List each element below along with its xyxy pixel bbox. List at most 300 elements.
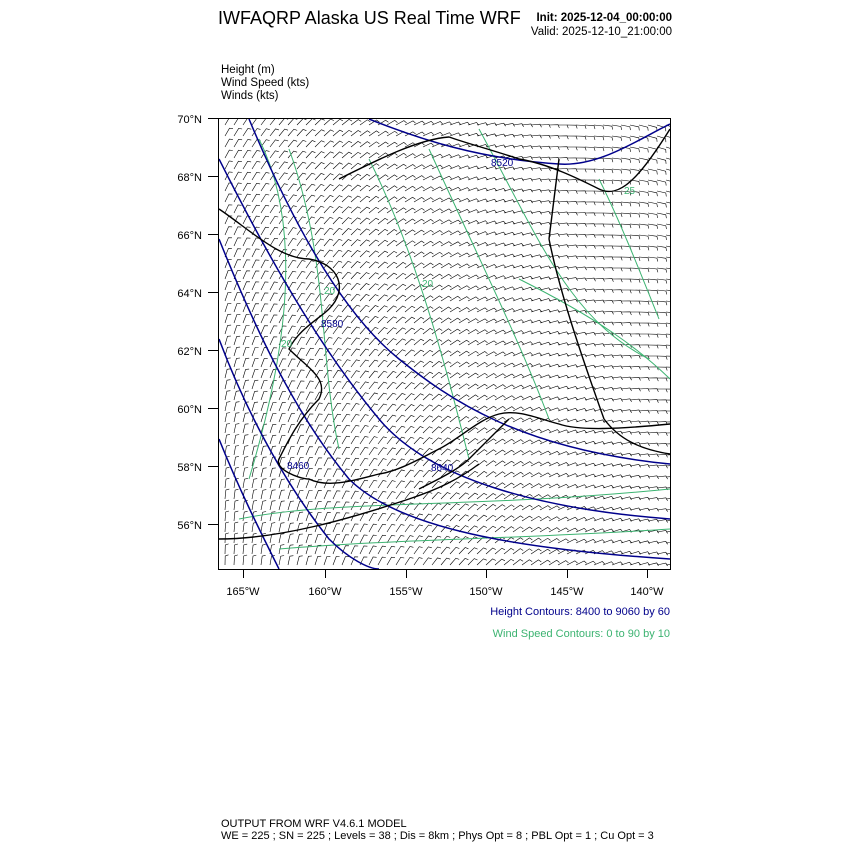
- wind-barb: [270, 326, 277, 334]
- wind-barb: [450, 373, 460, 378]
- wind-barb: [288, 501, 294, 510]
- wind-barb: [351, 360, 360, 367]
- wind-barb: [513, 472, 523, 477]
- wind-barb: [477, 188, 488, 191]
- wind-barb: [594, 485, 605, 488]
- wind-barb: [261, 260, 269, 268]
- wind-barb: [351, 524, 358, 532]
- wind-barb: [414, 328, 424, 334]
- wind-barb: [414, 405, 424, 411]
- wind-barb: [477, 373, 488, 378]
- wind-barb: [414, 317, 424, 323]
- wind-barb: [513, 320, 524, 323]
- wind-barb: [297, 348, 305, 356]
- wind-barb: [315, 469, 322, 477]
- wind-barb: [351, 535, 358, 543]
- wind-barb: [378, 142, 388, 147]
- wind-barb: [504, 254, 515, 257]
- wind-barb: [405, 306, 415, 312]
- wind-barb: [225, 205, 232, 213]
- wind-label-3: 20: [324, 286, 336, 297]
- wind-barb: [288, 184, 297, 191]
- wind-barb: [423, 361, 433, 367]
- wind-barb: [306, 162, 315, 169]
- wind-barb: [297, 261, 305, 269]
- wind-barb: [405, 339, 415, 345]
- wind-barb: [459, 264, 470, 268]
- wind-barb: [243, 172, 251, 180]
- wind-barb: [486, 559, 496, 565]
- wind-barb: [450, 482, 460, 488]
- wind-barb: [288, 260, 296, 268]
- wind-barb: [504, 483, 514, 488]
- wind-contour-legend: Wind Speed Contours: 0 to 90 by 10: [492, 628, 670, 640]
- wind-barb: [360, 218, 370, 224]
- wind-barb: [333, 250, 342, 257]
- wind-barb: [540, 560, 550, 565]
- wind-barb: [288, 228, 297, 235]
- wind-barb: [387, 514, 395, 522]
- wind-barb: [387, 415, 396, 422]
- wind-barb: [468, 199, 479, 202]
- wind-barb: [558, 528, 569, 532]
- wind-barb: [252, 183, 260, 191]
- wind-barb: [468, 548, 478, 554]
- wind-barb: [414, 394, 424, 400]
- wind-barb: [351, 283, 360, 290]
- wind-barb: [387, 339, 397, 345]
- wind-barb: [369, 284, 379, 290]
- lat-tick: [208, 466, 218, 467]
- wind-barb: [468, 559, 478, 565]
- wind-barb: [450, 340, 460, 345]
- wind-barb: [477, 308, 488, 312]
- wind-barb: [387, 404, 396, 411]
- wind-barb: [594, 529, 605, 532]
- wind-barb: [333, 392, 341, 400]
- wind-barb: [297, 556, 303, 565]
- wind-barb: [486, 526, 496, 532]
- wind-barb: [315, 414, 323, 422]
- wind-barb: [252, 490, 257, 500]
- wind-barb: [441, 547, 450, 554]
- wind-barb: [540, 549, 550, 554]
- wind-barb: [468, 537, 478, 543]
- wind-barb: [648, 191, 657, 196]
- wind-barb: [486, 221, 497, 224]
- wind-barb: [657, 235, 667, 240]
- wind-barb: [486, 232, 497, 235]
- wind-barb: [423, 187, 434, 191]
- wind-barb: [342, 283, 351, 290]
- wind-barb: [234, 314, 240, 323]
- wind-barb: [513, 440, 524, 444]
- wind-barb: [666, 180, 670, 186]
- wind-barb: [288, 370, 295, 378]
- wind-barb: [531, 331, 542, 334]
- wind-barb: [342, 207, 352, 213]
- wind-barb: [657, 257, 667, 262]
- wind-barb: [576, 463, 587, 466]
- wind-barb: [639, 202, 649, 207]
- wind-label-1: 20: [422, 279, 434, 290]
- wind-barb: [396, 448, 405, 455]
- wind-barb: [234, 128, 242, 136]
- wind-barb: [405, 197, 415, 202]
- wind-barb: [639, 235, 649, 239]
- wind-barb: [369, 185, 379, 191]
- wind-barb: [396, 339, 406, 345]
- wind-barb: [315, 534, 321, 543]
- wind-barb: [495, 450, 505, 455]
- wind-barb: [423, 514, 432, 521]
- wind-barb: [405, 350, 415, 356]
- wind-barb: [630, 224, 640, 228]
- wind-barb: [396, 317, 406, 323]
- wind-barb: [243, 478, 248, 488]
- wind-barb: [369, 349, 378, 356]
- wind-barb: [279, 512, 285, 521]
- wind-barb: [225, 511, 229, 521]
- wind-barb: [333, 196, 343, 202]
- wind-barb: [369, 251, 379, 257]
- wind-barb: [225, 380, 231, 389]
- wind-barb: [225, 281, 232, 290]
- wind-barb: [387, 175, 397, 180]
- wind-barb: [261, 227, 269, 235]
- wind-barb: [423, 219, 434, 224]
- wind-barb: [324, 217, 333, 224]
- wind-barb: [297, 272, 305, 280]
- wind-barb: [387, 306, 397, 312]
- wind-barb: [315, 447, 322, 455]
- wind-barb: [252, 304, 259, 312]
- wind-barb: [324, 513, 331, 521]
- wind-barb: [351, 141, 361, 147]
- wind-barb: [396, 503, 405, 510]
- wind-barb: [324, 414, 332, 422]
- wind-barb: [396, 121, 407, 125]
- wind-barb: [648, 136, 657, 142]
- wind-barb: [396, 262, 406, 268]
- wind-barb: [387, 142, 397, 147]
- height-label-4: 8640: [431, 463, 454, 474]
- wind-barb: [414, 165, 425, 169]
- wind-barb: [369, 240, 379, 246]
- wind-barb: [243, 347, 249, 356]
- wind-barb: [504, 243, 515, 246]
- wind-barb: [585, 125, 595, 129]
- height-label-1: 8520: [491, 158, 514, 169]
- wind-barb: [639, 213, 649, 218]
- wind-barb: [414, 416, 424, 422]
- wind-barb: [459, 558, 468, 565]
- wind-barb: [585, 147, 595, 151]
- wind-barb: [351, 196, 361, 202]
- wind-barb: [603, 180, 613, 184]
- wind-barb: [378, 175, 388, 180]
- wind-barb: [648, 213, 658, 218]
- wind-barb: [405, 415, 414, 422]
- wind-barb: [387, 295, 397, 301]
- wind-barb: [423, 328, 433, 334]
- wind-barb: [450, 547, 459, 554]
- wind-barb: [297, 337, 305, 345]
- wind-barb: [612, 235, 622, 239]
- wind-barb: [243, 413, 249, 422]
- wind-barb: [504, 472, 514, 477]
- lat-tick: [208, 292, 218, 293]
- wind-barb: [378, 131, 388, 136]
- wind-barb: [225, 478, 229, 488]
- wind-barb: [567, 561, 578, 565]
- wind-barb: [351, 218, 361, 224]
- wind-barb: [225, 369, 231, 378]
- wind-barb: [252, 194, 260, 202]
- wind-barb: [378, 295, 388, 301]
- wind-barb: [405, 219, 415, 224]
- wind-barb: [468, 308, 479, 312]
- wind-barb: [225, 522, 229, 532]
- wind-barb: [531, 473, 542, 477]
- wind-barb: [504, 418, 515, 423]
- wind-barb: [270, 238, 278, 246]
- wind-barb: [666, 169, 670, 175]
- wind-barb: [234, 139, 242, 147]
- wind-barb: [414, 154, 425, 158]
- wind-barb: [342, 393, 350, 401]
- wind-barb: [657, 323, 667, 327]
- lon-tick: [406, 570, 407, 578]
- wind-barb: [225, 161, 233, 169]
- wind-barb: [468, 395, 478, 400]
- wind-barb: [342, 524, 349, 532]
- wind-barb: [594, 507, 605, 510]
- wind-barb: [414, 241, 424, 246]
- wind-barb: [423, 263, 433, 268]
- wind-barb: [306, 436, 313, 444]
- wind-barb: [279, 173, 288, 180]
- wind-barb: [504, 428, 515, 433]
- wind-barb: [261, 293, 268, 301]
- wind-barb: [297, 425, 304, 433]
- wind-barb: [342, 414, 350, 422]
- wind-barb: [549, 549, 560, 554]
- wind-barb: [270, 151, 279, 158]
- wind-barb: [324, 130, 334, 136]
- wind-barb: [261, 194, 269, 202]
- wind-barb: [252, 260, 259, 268]
- wind-barb: [396, 492, 405, 499]
- wind-barb: [306, 195, 315, 202]
- wind-barb: [288, 129, 297, 136]
- wind-barb: [612, 125, 622, 130]
- wind-barb: [342, 196, 352, 202]
- wind-barb: [342, 458, 350, 466]
- wind-barb: [405, 284, 415, 290]
- wind-barb: [432, 558, 441, 565]
- wind-barb: [486, 406, 496, 411]
- wind-barb: [648, 356, 658, 359]
- lon-label: 160°W: [308, 586, 342, 598]
- wind-barb: [243, 315, 250, 324]
- wind-barb: [342, 272, 351, 279]
- wind-barb: [495, 232, 506, 235]
- wind-barb: [270, 195, 278, 203]
- wind-barb: [234, 260, 241, 268]
- wind-barb: [252, 348, 259, 357]
- wind-barb: [459, 548, 468, 555]
- wind-barb: [351, 349, 360, 356]
- wind-barb: [657, 334, 667, 338]
- wind-barb: [612, 562, 623, 565]
- wind-barb: [531, 353, 542, 356]
- wind-barb: [603, 158, 613, 162]
- wind-barb: [342, 360, 351, 367]
- wind-barb: [513, 309, 524, 312]
- wind-barb: [342, 447, 350, 455]
- wind-barb: [630, 279, 640, 283]
- wind-barb: [297, 239, 306, 246]
- wind-barb: [324, 141, 334, 147]
- wind-barb: [594, 125, 604, 129]
- wind-barb: [261, 359, 268, 367]
- wind-barb: [387, 371, 396, 378]
- wind-barb: [324, 556, 330, 565]
- wind-barb: [441, 351, 451, 356]
- wind-barb: [378, 546, 386, 554]
- wind-barb: [225, 150, 233, 158]
- wind-barb: [270, 402, 277, 411]
- wind-barb: [648, 334, 658, 338]
- wind-barb: [279, 490, 285, 499]
- wind-barb: [657, 345, 667, 349]
- wind-barb: [657, 191, 666, 197]
- wind-barb: [477, 330, 488, 334]
- wind-barb: [297, 479, 304, 488]
- wind-barb: [549, 528, 560, 532]
- wind-barb: [351, 546, 358, 554]
- wind-barb: [540, 342, 551, 345]
- wind-barb: [486, 188, 497, 191]
- wind-barb: [306, 381, 314, 389]
- wind-barb: [315, 239, 324, 246]
- wind-barb: [414, 437, 423, 444]
- wind-barb: [387, 164, 397, 169]
- wind-barb: [441, 318, 451, 323]
- wind-barb: [369, 448, 378, 455]
- lon-label: 155°W: [389, 586, 423, 598]
- wind-barb: [414, 558, 423, 565]
- wind-barb: [468, 504, 478, 510]
- wind-barb: [306, 272, 315, 279]
- wind-barb: [405, 405, 414, 412]
- wind-barb: [549, 539, 560, 544]
- wind-barb: [495, 396, 506, 401]
- wind-barb: [306, 217, 315, 224]
- wind-barb: [342, 130, 352, 136]
- wind-barb: [234, 303, 241, 312]
- wind-barb: [369, 207, 379, 213]
- wind-barb: [459, 286, 470, 290]
- wind-barb: [414, 339, 424, 345]
- wind-barb: [432, 361, 442, 367]
- wind-barb: [243, 194, 251, 202]
- wind-barb: [441, 514, 450, 521]
- wind-barb: [585, 169, 595, 173]
- wind-barb: [477, 352, 488, 357]
- wind-barb: [396, 514, 405, 521]
- wind-barb: [666, 202, 670, 208]
- wind-barb: [342, 403, 350, 411]
- wind-barb: [243, 544, 247, 554]
- wind-barb: [234, 424, 239, 433]
- wind-barb: [666, 147, 670, 153]
- wind-barb: [261, 304, 268, 312]
- wind-barb: [495, 461, 505, 466]
- wind-barb: [378, 448, 387, 455]
- wind-barb: [324, 491, 331, 499]
- wind-barb: [594, 496, 605, 499]
- lat-tick: [208, 408, 218, 409]
- wind-barb: [351, 131, 361, 137]
- wind-barb: [630, 158, 640, 163]
- footer-model: OUTPUT FROM WRF V4.6.1 MODEL: [221, 818, 407, 830]
- wind-barb: [621, 169, 631, 174]
- wind-barb: [495, 494, 505, 499]
- lat-label: 56°N: [177, 520, 202, 532]
- wind-barb: [477, 559, 487, 565]
- wind-barb: [477, 406, 487, 411]
- wind-barb: [252, 119, 261, 125]
- wind-barb: [504, 450, 514, 455]
- wind-barb: [234, 391, 240, 400]
- wind-barb: [468, 297, 479, 301]
- wind-barb: [468, 373, 478, 378]
- wind-barb: [648, 323, 658, 327]
- wind-barb: [252, 533, 257, 543]
- wind-barb: [441, 307, 451, 312]
- wind-barb: [315, 228, 324, 235]
- wind-barb: [288, 381, 295, 389]
- wind-barb: [351, 229, 361, 235]
- wind-barb: [414, 263, 424, 268]
- wind-barb: [333, 469, 341, 477]
- wind-barb: [594, 540, 605, 543]
- wind-barb: [288, 545, 294, 554]
- wind-barb: [378, 240, 388, 246]
- wind-barb: [360, 535, 368, 543]
- wind-barb: [360, 338, 369, 345]
- wind-barb: [333, 185, 343, 191]
- wind-barb: [459, 308, 470, 313]
- wind-barb: [261, 544, 266, 554]
- wind-barb: [504, 276, 515, 279]
- wind-barb: [468, 319, 479, 323]
- wind-barb: [594, 180, 604, 184]
- wind-barb: [342, 502, 349, 510]
- wind-barb: [288, 315, 296, 323]
- wind-barb: [324, 250, 333, 257]
- wind-barb: [441, 133, 452, 136]
- wind-barb: [288, 271, 296, 279]
- wind-barb: [297, 534, 303, 543]
- wind-barb: [657, 290, 667, 294]
- wind-barb: [423, 230, 434, 235]
- wind-barb: [450, 493, 460, 499]
- wind-barb: [639, 125, 648, 131]
- wind-barb: [540, 506, 551, 510]
